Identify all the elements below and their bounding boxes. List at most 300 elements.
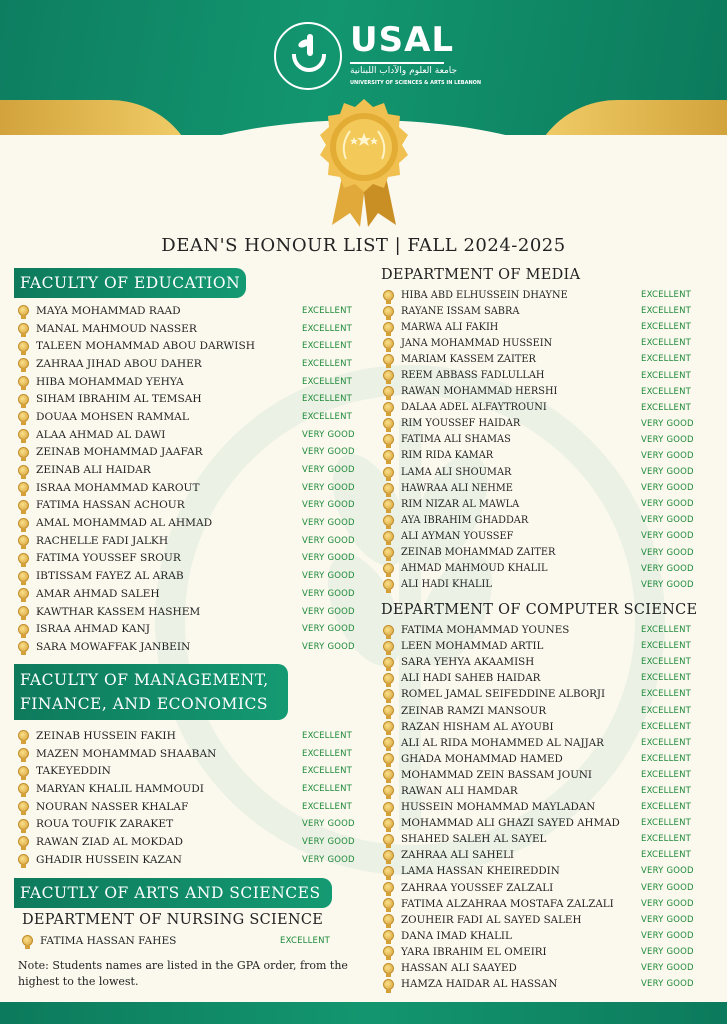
medal-icon	[383, 753, 394, 764]
medal-icon	[383, 737, 394, 748]
student-grade: VERY GOOD	[302, 571, 355, 582]
student-name: AMAR AHMAD SALEH	[36, 587, 160, 600]
list-item	[383, 719, 692, 735]
medal-icon	[383, 354, 394, 365]
list-item	[18, 833, 355, 851]
student-grade: VERY GOOD	[641, 898, 694, 909]
student-name: ALAA AHMAD AL DAWI	[36, 428, 166, 441]
heading-text: FACUTLY OF ARTS AND SCIENCES	[20, 884, 321, 902]
list-item	[383, 944, 694, 960]
student-name: HUSSEIN MOHAMMAD MAYLADAN	[401, 801, 596, 814]
student-grade: VERY GOOD	[641, 914, 694, 925]
student-name: MARWA ALI FAKIH	[401, 321, 499, 333]
student-grade: VERY GOOD	[641, 563, 694, 574]
student-name: RACHELLE FADI JALKH	[36, 534, 169, 547]
student-name: FATIMA HASSAN ACHOUR	[36, 499, 185, 512]
logo-rule	[350, 62, 444, 64]
list-item	[383, 319, 692, 335]
list-item	[18, 567, 355, 585]
student-grade: EXCELLENT	[302, 376, 353, 387]
medal-icon	[383, 434, 394, 445]
student-name: HIBA ABD ELHUSSEIN DHAYNE	[401, 289, 568, 301]
student-grade: VERY GOOD	[302, 447, 355, 458]
list-item	[383, 799, 692, 815]
medal-icon	[18, 500, 29, 511]
management-list	[18, 727, 355, 869]
student-name: DOUAA MOHSEN RAMMAL	[36, 410, 189, 423]
medal-icon	[383, 673, 394, 684]
student-grade: VERY GOOD	[302, 624, 355, 635]
student-name: ZAHRAA ALI SAHELI	[401, 849, 514, 862]
student-grade: VERY GOOD	[302, 606, 355, 617]
student-name: ISRAA MOHAMMAD KAROUT	[36, 481, 200, 494]
list-item	[383, 847, 692, 863]
student-grade: EXCELLENT	[302, 323, 353, 334]
student-name: RAWAN MOHAMMAD HERSHI	[401, 386, 558, 398]
student-grade: VERY GOOD	[302, 641, 355, 652]
faculty-education-heading	[14, 268, 246, 298]
medal-icon	[18, 535, 29, 546]
medal-icon	[383, 531, 394, 542]
list-item	[383, 367, 692, 383]
list-item	[383, 287, 692, 303]
student-grade: EXCELLENT	[302, 411, 353, 422]
student-name: SIHAM IBRAHIM AL TEMSAH	[36, 393, 202, 406]
student-name: RIM NIZAR AL MAWLA	[401, 498, 520, 510]
list-item	[383, 815, 692, 831]
list-item	[383, 976, 694, 992]
student-grade: EXCELLENT	[641, 370, 692, 381]
list-item	[18, 355, 353, 373]
list-item	[383, 545, 694, 561]
footer-bar	[0, 1002, 727, 1024]
student-name: AYA IBRAHIM GHADDAR	[401, 514, 529, 526]
list-item	[383, 896, 694, 912]
medal-icon	[18, 305, 29, 316]
medal-icon	[383, 467, 394, 478]
student-grade: EXCELLENT	[641, 354, 692, 365]
medal-icon	[383, 563, 394, 574]
medal-icon	[18, 748, 29, 759]
list-item	[383, 702, 692, 718]
list-item	[18, 815, 355, 833]
list-item	[383, 561, 694, 577]
student-name: MOHAMMAD ALI GHAZI SAYED AHMAD	[401, 817, 620, 830]
list-item	[383, 351, 692, 367]
list-item	[18, 762, 353, 780]
student-grade: EXCELLENT	[641, 818, 692, 829]
list-item	[383, 577, 694, 593]
medal-icon	[383, 979, 394, 990]
student-name: IBTISSAM FAYEZ AL ARAB	[36, 570, 184, 583]
student-name: HAMZA HAIDAR AL HASSAN	[401, 978, 558, 991]
student-grade: VERY GOOD	[641, 418, 694, 429]
cs-department-heading: DEPARTMENT OF COMPUTER SCIENCE	[381, 602, 698, 618]
student-name: MARIAM KASSEM ZAITER	[401, 353, 536, 365]
list-item	[18, 479, 355, 497]
medal-icon	[383, 370, 394, 381]
student-grade: EXCELLENT	[641, 802, 692, 813]
list-item	[383, 512, 694, 528]
student-grade: EXCELLENT	[641, 625, 692, 636]
student-grade: EXCELLENT	[641, 402, 692, 413]
student-name: ALI HADI KHALIL	[401, 579, 492, 591]
medal-icon	[18, 394, 29, 405]
list-item	[383, 670, 692, 686]
heading-line-2: FINANCE, AND ECONOMICS	[20, 695, 268, 713]
university-logo	[272, 18, 482, 96]
medal-icon	[18, 606, 29, 617]
medal-icon	[18, 624, 29, 635]
student-name: RIM YOUSSEF HAIDAR	[401, 418, 521, 430]
logo-subtitle: UNIVERSITY OF SCIENCES & ARTS IN LEBANON	[350, 80, 482, 86]
logo-arabic-name: جامعة العلوم والآداب اللبنانية	[350, 66, 458, 76]
faculty-management-heading	[14, 664, 288, 720]
faculty-arts-heading	[14, 878, 332, 908]
medal-icon	[18, 376, 29, 387]
medal-icon	[18, 447, 29, 458]
list-item	[383, 464, 694, 480]
student-grade: VERY GOOD	[641, 930, 694, 941]
medal-icon	[18, 341, 29, 352]
student-name: MOHAMMAD ZEIN BASSAM JOUNI	[401, 768, 592, 781]
list-item	[18, 408, 353, 426]
medal-icon	[18, 836, 29, 847]
student-name: AHMAD MAHMOUD KHALIL	[401, 563, 548, 575]
list-item	[18, 603, 355, 621]
medal-icon	[383, 898, 394, 909]
medal-icon	[18, 641, 29, 652]
student-name: FATIMA HASSAN FAHES	[40, 934, 177, 947]
education-list	[18, 302, 355, 656]
student-name: RAWAN ZIAD AL MOKDAD	[36, 835, 184, 848]
medal-icon	[18, 819, 29, 830]
student-grade: EXCELLENT	[641, 721, 692, 732]
medal-icon	[383, 850, 394, 861]
media-list	[383, 287, 694, 593]
medal-icon	[383, 834, 394, 845]
heading-line-1: FACULTY OF MANAGEMENT,	[20, 671, 269, 689]
list-item	[18, 620, 355, 638]
student-name: ZEINAB HUSSEIN FAKIH	[36, 729, 176, 742]
student-grade: VERY GOOD	[302, 500, 355, 511]
medal-icon	[18, 323, 29, 334]
list-item	[18, 302, 353, 320]
student-grade: EXCELLENT	[302, 801, 353, 812]
list-item	[18, 727, 353, 745]
award-rosette-icon	[314, 97, 414, 227]
medal-icon	[383, 515, 394, 526]
student-name: ZEINAB MOHAMMAD ZAITER	[401, 547, 556, 559]
student-name: ZEINAB MOHAMMAD JAAFAR	[36, 446, 203, 459]
student-grade: VERY GOOD	[641, 515, 694, 526]
student-grade: VERY GOOD	[641, 467, 694, 478]
student-grade: EXCELLENT	[641, 290, 692, 301]
student-grade: VERY GOOD	[302, 482, 355, 493]
student-grade: EXCELLENT	[302, 766, 353, 777]
medal-icon	[383, 721, 394, 732]
list-item	[18, 497, 355, 515]
student-name: RAYANE ISSAM SABRA	[401, 305, 520, 317]
student-name: GHADA MOHAMMAD HAMED	[401, 752, 563, 765]
student-grade: EXCELLENT	[641, 338, 692, 349]
student-grade: EXCELLENT	[302, 358, 353, 369]
list-item	[383, 384, 692, 400]
student-name: HASSAN ALI SAAYED	[401, 962, 517, 975]
medal-icon	[18, 571, 29, 582]
student-grade: VERY GOOD	[302, 588, 355, 599]
list-item	[383, 528, 694, 544]
list-item	[383, 480, 694, 496]
list-item	[383, 767, 692, 783]
medal-icon	[383, 483, 394, 494]
student-name: AMAL MOHAMMAD AL AHMAD	[36, 517, 213, 530]
student-grade: VERY GOOD	[641, 547, 694, 558]
student-name: MAZEN MOHAMMAD SHAABAN	[36, 747, 217, 760]
medal-icon	[383, 818, 394, 829]
gold-swoosh-right	[527, 100, 727, 135]
student-grade: VERY GOOD	[302, 518, 355, 529]
student-name: FATIMA ALZAHRAA MOSTAFA ZALZALI	[401, 897, 614, 910]
cs-list	[383, 622, 694, 992]
student-name: HAWRAA ALI NEHME	[401, 482, 513, 494]
student-grade: EXCELLENT	[641, 386, 692, 397]
medal-icon	[383, 418, 394, 429]
student-name: NOURAN NASSER KHALAF	[36, 800, 189, 813]
medal-icon	[383, 547, 394, 558]
list-item	[383, 751, 692, 767]
student-grade: EXCELLENT	[641, 705, 692, 716]
list-item	[383, 400, 692, 416]
medal-icon	[383, 402, 394, 413]
student-name: MAYA MOHAMMAD RAAD	[36, 304, 181, 317]
student-grade: EXCELLENT	[302, 394, 353, 405]
list-item	[383, 416, 694, 432]
student-name: DALAA ADEL ALFAYTROUNI	[401, 402, 547, 414]
list-item	[383, 432, 694, 448]
medal-icon	[18, 854, 29, 865]
list-item	[383, 622, 692, 638]
list-item	[383, 783, 692, 799]
list-item	[18, 320, 353, 338]
heading-text: FACULTY OF EDUCATION	[20, 274, 241, 292]
student-name: RIM RIDA KAMAR	[401, 450, 494, 462]
student-name: SHAHED SALEH AL SAYEL	[401, 833, 547, 846]
student-grade: VERY GOOD	[641, 963, 694, 974]
medal-icon	[18, 429, 29, 440]
list-item	[383, 638, 692, 654]
student-grade: EXCELLENT	[302, 305, 353, 316]
medal-icon	[383, 306, 394, 317]
medal-icon	[18, 358, 29, 369]
medal-icon	[383, 657, 394, 668]
student-name: LAMA ALI SHOUMAR	[401, 466, 512, 478]
list-item	[18, 798, 353, 816]
list-item	[383, 912, 694, 928]
student-name: HIBA MOHAMMAD YEHYA	[36, 375, 184, 388]
medal-icon	[18, 518, 29, 529]
student-name: RAWAN ALI HAMDAR	[401, 784, 518, 797]
student-name: ZEINAB RAMZI MANSOUR	[401, 704, 547, 717]
medal-icon	[383, 946, 394, 957]
list-item	[18, 337, 353, 355]
nursing-list	[22, 932, 331, 950]
student-grade: VERY GOOD	[641, 579, 694, 590]
student-grade: EXCELLENT	[641, 850, 692, 861]
medal-icon	[18, 411, 29, 422]
student-grade: EXCELLENT	[280, 935, 331, 946]
student-grade: VERY GOOD	[302, 854, 355, 865]
list-item	[383, 448, 694, 464]
list-item	[18, 373, 353, 391]
list-item	[383, 735, 692, 751]
list-item	[18, 532, 355, 550]
student-name: TAKEYEDDIN	[36, 765, 111, 778]
medal-icon	[18, 588, 29, 599]
student-grade: EXCELLENT	[641, 834, 692, 845]
list-item	[383, 880, 694, 896]
student-grade: EXCELLENT	[641, 657, 692, 668]
student-name: FATIMA ALI SHAMAS	[401, 434, 511, 446]
student-grade: EXCELLENT	[641, 306, 692, 317]
student-grade: VERY GOOD	[641, 434, 694, 445]
list-item	[383, 496, 694, 512]
student-grade: EXCELLENT	[641, 753, 692, 764]
medal-icon	[383, 705, 394, 716]
list-item	[18, 745, 353, 763]
list-item	[383, 654, 692, 670]
student-grade: VERY GOOD	[302, 836, 355, 847]
medal-icon	[18, 465, 29, 476]
student-name: MARYAN KHALIL HAMMOUDI	[36, 782, 204, 795]
list-item	[383, 960, 694, 976]
list-item	[18, 550, 355, 568]
student-name: LAMA HASSAN KHEIREDDIN	[401, 865, 560, 878]
student-name: FATIMA MOHAMMAD YOUNES	[401, 624, 570, 637]
student-grade: VERY GOOD	[302, 819, 355, 830]
student-grade: VERY GOOD	[641, 979, 694, 990]
student-grade: VERY GOOD	[302, 465, 355, 476]
medal-icon	[18, 553, 29, 564]
page-title: DEAN'S HONOUR LIST | FALL 2024-2025	[161, 235, 566, 256]
student-grade: VERY GOOD	[641, 531, 694, 542]
student-grade: EXCELLENT	[641, 641, 692, 652]
medal-icon	[383, 785, 394, 796]
student-name: GHADIR HUSSEIN KAZAN	[36, 853, 182, 866]
student-grade: EXCELLENT	[641, 322, 692, 333]
medal-icon	[383, 914, 394, 925]
student-grade: EXCELLENT	[641, 769, 692, 780]
student-name: ZAHRAA YOUSSEF ZALZALI	[401, 881, 554, 894]
student-name: ZEINAB ALI HAIDAR	[36, 464, 151, 477]
student-name: YARA IBRAHIM EL OMEIRI	[401, 945, 547, 958]
student-name: SARA YEHYA AKAAMISH	[401, 656, 535, 669]
student-name: JANA MOHAMMAD HUSSEIN	[401, 337, 553, 349]
medal-icon	[383, 882, 394, 893]
logo-emblem-icon	[274, 22, 342, 90]
list-item	[18, 426, 355, 444]
list-item	[18, 585, 355, 603]
student-name: FATIMA YOUSSEF SROUR	[36, 552, 181, 565]
medal-icon	[18, 801, 29, 812]
student-name: RAZAN HISHAM AL AYOUBI	[401, 720, 554, 733]
medal-icon	[18, 766, 29, 777]
gold-swoosh-left	[0, 100, 200, 135]
student-name: LEEN MOHAMMAD ARTIL	[401, 640, 544, 653]
list-item	[18, 780, 353, 798]
student-name: ROMEL JAMAL SEIFEDDINE ALBORJI	[401, 688, 606, 701]
student-grade: VERY GOOD	[641, 483, 694, 494]
medal-icon	[383, 290, 394, 301]
medal-icon	[383, 689, 394, 700]
gpa-order-note: Note: Students names are listed in the GPA order, from the highest to the lowest.	[18, 959, 348, 988]
medal-icon	[383, 641, 394, 652]
student-grade: VERY GOOD	[641, 946, 694, 957]
medal-icon	[383, 769, 394, 780]
list-item	[383, 303, 692, 319]
student-name: MANAL MAHMOUD NASSER	[36, 322, 197, 335]
student-name: ZOUHEIR FADI AL SAYED SALEH	[401, 913, 582, 926]
medal-icon	[18, 730, 29, 741]
student-name: KAWTHAR KASSEM HASHEM	[36, 605, 201, 618]
student-grade: VERY GOOD	[641, 866, 694, 877]
student-grade: EXCELLENT	[641, 737, 692, 748]
list-item	[383, 686, 692, 702]
student-grade: EXCELLENT	[302, 783, 353, 794]
student-grade: VERY GOOD	[641, 882, 694, 893]
media-department-heading: DEPARTMENT OF MEDIA	[381, 267, 581, 283]
student-grade: EXCELLENT	[302, 748, 353, 759]
student-grade: VERY GOOD	[302, 535, 355, 546]
list-item	[18, 851, 355, 869]
medal-icon	[383, 866, 394, 877]
list-item	[383, 863, 694, 879]
medal-icon	[383, 499, 394, 510]
student-grade: EXCELLENT	[641, 785, 692, 796]
medal-icon	[383, 963, 394, 974]
student-grade: VERY GOOD	[302, 429, 355, 440]
student-grade: EXCELLENT	[641, 673, 692, 684]
medal-icon	[383, 930, 394, 941]
medal-icon	[383, 386, 394, 397]
student-grade: VERY GOOD	[641, 450, 694, 461]
list-item	[18, 461, 355, 479]
student-name: ALI AL RIDA MOHAMMED AL NAJJAR	[401, 736, 604, 749]
student-name: ROUA TOUFIK ZARAKET	[36, 818, 174, 831]
student-name: DANA IMAD KHALIL	[401, 929, 512, 942]
student-name: ALI AYMAN YOUSSEF	[401, 530, 514, 542]
student-name: TALEEN MOHAMMAD ABOU DARWISH	[36, 340, 255, 353]
logo-name: USAL	[350, 20, 455, 60]
student-grade: EXCELLENT	[302, 730, 353, 741]
student-grade: EXCELLENT	[302, 341, 353, 352]
medal-icon	[383, 450, 394, 461]
list-item	[18, 638, 355, 656]
student-name: ALI HADI SAHEB HAIDAR	[401, 672, 541, 685]
medal-icon	[18, 482, 29, 493]
list-item	[18, 390, 353, 408]
list-item	[22, 932, 331, 950]
student-grade: VERY GOOD	[302, 553, 355, 564]
nursing-department-heading: DEPARTMENT OF NURSING SCIENCE	[22, 912, 324, 928]
medal-icon	[383, 322, 394, 333]
list-item	[383, 335, 692, 351]
medal-icon	[18, 783, 29, 794]
medal-icon	[383, 625, 394, 636]
student-name: ZAHRAA JIHAD ABOU DAHER	[36, 357, 202, 370]
student-name: ISRAA AHMAD KANJ	[36, 623, 150, 636]
list-item	[18, 514, 355, 532]
